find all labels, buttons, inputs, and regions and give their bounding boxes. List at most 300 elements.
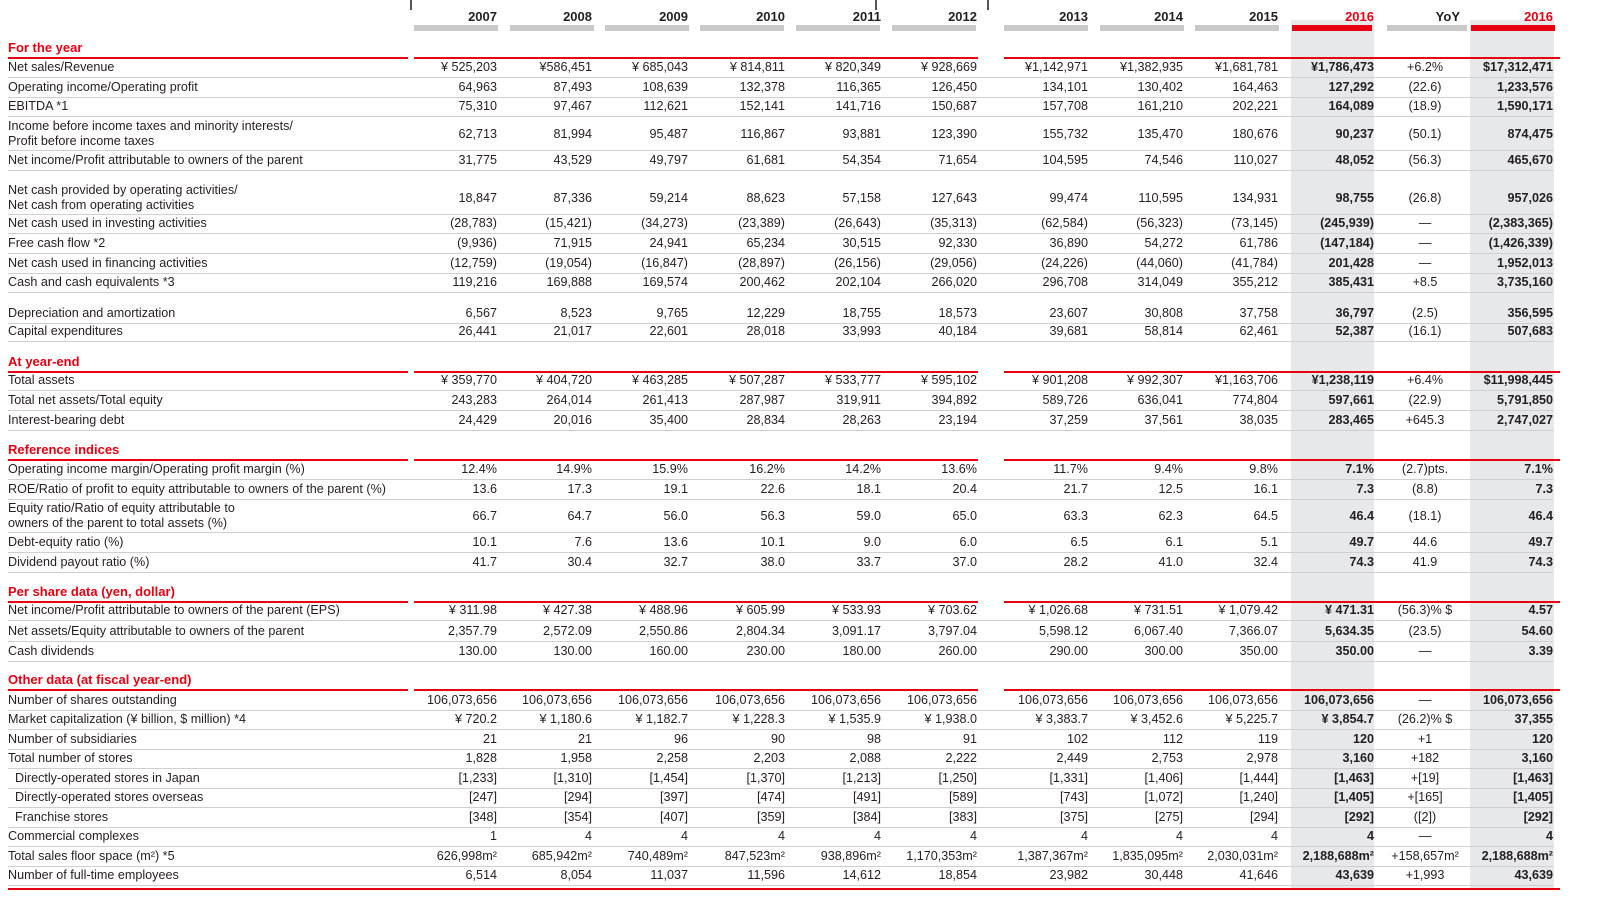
cell-2008-1: 264,014 xyxy=(546,393,592,407)
cell-2012-5: [383] xyxy=(948,810,977,824)
cell-YoY-10: +158,657m² xyxy=(1391,849,1459,863)
cell-2011-4: 938,896m² xyxy=(820,849,881,863)
cell-2010-3: 847,523m² xyxy=(724,849,785,863)
cell-2014-7: 300.00 xyxy=(1144,644,1183,658)
cell-2012-5: [1,250] xyxy=(938,771,977,785)
cell-2007-0: 626,998m² xyxy=(436,849,497,863)
cell-2010-3: 2,804.34 xyxy=(735,624,785,638)
cell-2011-4: 33.7 xyxy=(856,555,881,569)
row-separator xyxy=(8,150,1553,151)
row-separator xyxy=(8,233,1553,234)
cell-2016-9: [1,405] xyxy=(1334,790,1374,804)
row-separator xyxy=(8,846,1553,847)
row-separator xyxy=(8,768,1553,769)
row-separator xyxy=(8,77,1553,78)
cell-2015-8: 37,758 xyxy=(1239,306,1278,320)
cell-2012-5: [589] xyxy=(948,790,977,804)
cell-2007-0: 1,828 xyxy=(465,751,497,765)
cell-2016-11: 874,475 xyxy=(1507,127,1553,141)
cell-2009-2: ¥ 463,285 xyxy=(631,373,688,387)
row-label: Franchise stores xyxy=(8,810,109,824)
cell-2011-4: (26,156) xyxy=(834,256,881,270)
cell-2010-3: 61,681 xyxy=(746,153,785,167)
row-label: Cash and cash equivalents *3 xyxy=(8,275,175,289)
cell-2010-3: ¥ 814,811 xyxy=(729,60,785,74)
row-separator xyxy=(8,253,1553,254)
cell-2016-11: 106,073,656 xyxy=(1482,693,1553,707)
cell-2013-6: 589,726 xyxy=(1042,393,1088,407)
cell-2011-4: 14,612 xyxy=(842,868,881,882)
row-separator xyxy=(8,620,1553,621)
cell-2011-4: 180.00 xyxy=(842,644,881,658)
cell-YoY-10: (2.5) xyxy=(1412,306,1438,320)
year-header-bar-11 xyxy=(1471,25,1555,31)
cell-2008-1: [294] xyxy=(563,790,592,804)
cell-2010-3: 12,229 xyxy=(746,306,785,320)
section-rule xyxy=(1004,689,1560,691)
cell-2016-9: 283,465 xyxy=(1328,413,1374,427)
cell-2014-7: 62.3 xyxy=(1158,509,1183,523)
cell-2013-6: [375] xyxy=(1059,810,1088,824)
row-separator xyxy=(8,479,1553,480)
cell-2012-5: 260.00 xyxy=(938,644,977,658)
cell-2007-0: 64,963 xyxy=(458,80,497,94)
cell-2009-2: 59,214 xyxy=(649,191,688,205)
cell-2008-1: 2,572.09 xyxy=(542,624,592,638)
row-label: Net income/Profit attributable to owners of the parent xyxy=(8,153,303,167)
row-separator xyxy=(8,572,1553,573)
cell-2013-6: 37,259 xyxy=(1049,413,1088,427)
cell-2010-3: ¥ 1,228.3 xyxy=(732,712,785,726)
section-title-1: At year-end xyxy=(8,354,80,369)
cell-2016-11: [292] xyxy=(1523,810,1553,824)
cell-2007-0: 21 xyxy=(482,732,497,746)
section-title-4: Other data (at fiscal year-end) xyxy=(8,672,192,687)
cell-2010-3: 152,141 xyxy=(739,99,785,113)
row-label: Equity ratio/Ratio of equity attributable to owners of the parent to total assets (%) xyxy=(8,501,235,530)
cell-2008-1: ¥ 1,180.6 xyxy=(539,712,592,726)
cell-2009-2: [407] xyxy=(659,810,688,824)
cell-YoY-10: +182 xyxy=(1410,751,1440,765)
cell-2011-4: (26,643) xyxy=(834,216,881,230)
cell-2014-7: 58,814 xyxy=(1144,324,1183,338)
year-header-bar-5 xyxy=(892,25,976,31)
cell-2016-9: 74.3 xyxy=(1349,555,1374,569)
cell-2012-5: (29,056) xyxy=(930,256,977,270)
top-tick-mark xyxy=(987,0,989,10)
cell-2010-3: 28,018 xyxy=(746,324,785,338)
row-label: Net sales/Revenue xyxy=(8,60,115,74)
cell-2016-9: [1,463] xyxy=(1334,771,1374,785)
cell-2015-8: 134,931 xyxy=(1232,191,1278,205)
cell-YoY-10: (26.2)% $ xyxy=(1397,712,1453,726)
row-label: Total number of stores xyxy=(8,751,133,765)
cell-2008-1: 8,523 xyxy=(560,306,592,320)
cell-2010-3: 38.0 xyxy=(760,555,785,569)
section-title-2: Reference indices xyxy=(8,442,120,457)
row-label: Number of full-time employees xyxy=(8,868,179,882)
cell-2015-8: ¥ 1,079.42 xyxy=(1218,603,1278,617)
cell-2013-6: 21.7 xyxy=(1063,482,1088,496)
cell-2011-4: 93,881 xyxy=(842,127,881,141)
cell-YoY-10: (23.5) xyxy=(1408,624,1442,638)
cell-2012-5: 2,222 xyxy=(945,751,977,765)
row-separator xyxy=(8,641,1553,642)
cell-2016-9: 127,292 xyxy=(1328,80,1374,94)
cell-2008-1: ¥ 404,720 xyxy=(535,373,592,387)
cell-2009-2: 49,797 xyxy=(649,153,688,167)
cell-2009-2: 108,639 xyxy=(642,80,688,94)
row-label: Operating income margin/Operating profit margin (%) xyxy=(8,462,305,476)
cell-2011-4: ¥ 533,777 xyxy=(824,373,881,387)
cell-2016-11: 1,233,576 xyxy=(1496,80,1553,94)
cell-YoY-10: +1 xyxy=(1417,732,1433,746)
cell-2009-2: ¥ 488.96 xyxy=(638,603,688,617)
cell-2010-3: 287,987 xyxy=(739,393,785,407)
year-header-1: 2008 xyxy=(563,9,592,24)
cell-2012-5: 266,020 xyxy=(931,275,977,289)
row-separator xyxy=(8,292,1553,293)
cell-2008-1: [1,310] xyxy=(553,771,592,785)
cell-2016-9: (245,939) xyxy=(1320,216,1374,230)
cell-2016-11: 3,735,160 xyxy=(1496,275,1553,289)
row-separator xyxy=(8,430,1553,431)
cell-2016-9: ¥1,238,119 xyxy=(1311,373,1374,387)
cell-2010-3: 22.6 xyxy=(760,482,785,496)
cell-2007-0: 119,216 xyxy=(452,275,497,289)
section-rule xyxy=(1004,57,1560,59)
cell-2011-4: 18,755 xyxy=(842,306,881,320)
year-header-bar-0 xyxy=(414,25,498,31)
cell-2016-9: 3,160 xyxy=(1342,751,1374,765)
cell-2016-9: ¥1,786,473 xyxy=(1310,60,1374,74)
cell-2008-1: 71,915 xyxy=(553,236,592,250)
cell-2008-1: 64.7 xyxy=(567,509,592,523)
cell-2010-3: 230.00 xyxy=(746,644,785,658)
row-label: ROE/Ratio of profit to equity attributable to owners of the parent (%) xyxy=(8,482,387,496)
row-label: Total assets xyxy=(8,373,75,387)
cell-2015-8: 180,676 xyxy=(1232,127,1278,141)
cell-2007-0: (28,783) xyxy=(450,216,497,230)
cell-2007-0: ¥ 525,203 xyxy=(440,60,497,74)
row-separator xyxy=(8,97,1553,98)
year-header-0: 2007 xyxy=(468,9,497,24)
cell-2009-2: ¥ 685,043 xyxy=(631,60,688,74)
cell-2008-1: 97,467 xyxy=(553,99,592,113)
section-rule xyxy=(1004,459,1560,461)
section-rule xyxy=(414,459,978,461)
cell-2016-11: 1,590,171 xyxy=(1496,99,1553,113)
cell-2016-9: 597,661 xyxy=(1328,393,1374,407)
cell-2013-6: 290.00 xyxy=(1049,644,1088,658)
cell-2013-6: 11.7% xyxy=(1053,462,1088,476)
cell-2016-11: $17,312,471 xyxy=(1482,60,1553,74)
cell-2013-6: 2,449 xyxy=(1056,751,1088,765)
cell-2016-9: 7.3 xyxy=(1356,482,1374,496)
cell-2012-5: 65.0 xyxy=(952,509,977,523)
cell-2016-9: 90,237 xyxy=(1335,127,1374,141)
cell-2008-1: 685,942m² xyxy=(531,849,592,863)
year-header-8: 2015 xyxy=(1249,9,1278,24)
cell-2013-6: ¥ 3,383.7 xyxy=(1035,712,1088,726)
cell-2015-8: 62,461 xyxy=(1239,324,1278,338)
cell-2016-9: 201,428 xyxy=(1328,256,1374,270)
cell-2013-6: (62,584) xyxy=(1041,216,1088,230)
cell-2012-5: ¥ 595,102 xyxy=(920,373,977,387)
cell-2016-9: 52,387 xyxy=(1335,324,1374,338)
cell-2016-9: ¥ 3,854.7 xyxy=(1321,712,1374,726)
cell-2014-7: 30,448 xyxy=(1144,868,1183,882)
cell-2007-0: 41.7 xyxy=(472,555,497,569)
cell-2009-2: 35,400 xyxy=(649,413,688,427)
cell-2010-3: 116,867 xyxy=(740,127,785,141)
cell-2013-6: 106,073,656 xyxy=(1017,693,1088,707)
cell-2009-2: 15.9% xyxy=(652,462,688,476)
cell-2016-9: 106,073,656 xyxy=(1303,693,1374,707)
cell-2007-0: 1 xyxy=(489,829,497,843)
cell-2012-5: 127,643 xyxy=(931,191,977,205)
cell-2011-4: 33,993 xyxy=(842,324,881,338)
cell-2007-0: 13.6 xyxy=(472,482,497,496)
cell-2014-7: (56,323) xyxy=(1136,216,1183,230)
cell-2009-2: 9,765 xyxy=(656,306,688,320)
cell-2016-9: 4 xyxy=(1366,829,1374,843)
section-title-0: For the year xyxy=(8,40,83,55)
cell-YoY-10: +6.4% xyxy=(1406,373,1444,387)
cell-2008-1: 20,016 xyxy=(553,413,592,427)
cell-2014-7: 110,595 xyxy=(1138,191,1183,205)
cell-2011-4: [491] xyxy=(852,790,881,804)
cell-2008-1: 87,336 xyxy=(553,191,592,205)
cell-2016-11: 3,160 xyxy=(1521,751,1553,765)
cell-2014-7: ¥ 992,307 xyxy=(1126,373,1183,387)
cell-2007-0: ¥ 359,770 xyxy=(440,373,497,387)
cell-2015-8: ¥1,681,781 xyxy=(1214,60,1278,74)
row-label: Depreciation and amortization xyxy=(8,306,176,320)
cell-2010-3: 65,234 xyxy=(746,236,785,250)
cell-2013-6: 36,890 xyxy=(1049,236,1088,250)
cell-2016-11: 507,683 xyxy=(1507,324,1553,338)
cell-2016-11: 43,639 xyxy=(1514,868,1553,882)
cell-2007-0: ¥ 311.98 xyxy=(448,603,497,617)
year-header-bar-3 xyxy=(700,25,784,31)
cell-YoY-10: (50.1) xyxy=(1408,127,1442,141)
cell-2009-2: 32.7 xyxy=(663,555,688,569)
cell-2014-7: 37,561 xyxy=(1144,413,1183,427)
year-header-7: 2014 xyxy=(1154,9,1183,24)
cell-2008-1: 130.00 xyxy=(553,644,592,658)
cell-2007-0: 243,283 xyxy=(451,393,497,407)
cell-YoY-10: — xyxy=(1418,256,1432,270)
cell-2009-2: (16,847) xyxy=(641,256,688,270)
cell-2013-6: 63.3 xyxy=(1063,509,1088,523)
cell-2007-0: (12,759) xyxy=(450,256,497,270)
cell-2013-6: 28.2 xyxy=(1063,555,1088,569)
cell-2008-1: 87,493 xyxy=(553,80,592,94)
cell-2011-4: 319,911 xyxy=(836,393,881,407)
cell-2014-7: 74,546 xyxy=(1144,153,1183,167)
cell-YoY-10: (18.1) xyxy=(1408,509,1442,523)
cell-2012-5: 1,170,353m² xyxy=(906,849,977,863)
cell-2012-5: ¥ 928,669 xyxy=(920,60,977,74)
cell-2016-9: [292] xyxy=(1344,810,1374,824)
cell-2011-4: [1,213] xyxy=(842,771,881,785)
cell-2013-6: ¥ 1,026.68 xyxy=(1028,603,1088,617)
cell-2015-8: (41,784) xyxy=(1231,256,1278,270)
row-label: Directly-operated stores in Japan xyxy=(8,771,200,785)
cell-2011-4: ¥ 1,535.9 xyxy=(828,712,881,726)
cell-YoY-10: ([2]) xyxy=(1413,810,1437,824)
cell-2009-2: [397] xyxy=(659,790,688,804)
cell-2011-4: ¥ 533.93 xyxy=(831,603,881,617)
year-header-bar-8 xyxy=(1195,25,1279,31)
cell-2016-11: 356,595 xyxy=(1507,306,1553,320)
cell-2013-6: 39,681 xyxy=(1049,324,1088,338)
row-separator xyxy=(8,499,1553,500)
cell-2008-1: 14.9% xyxy=(556,462,592,476)
cell-2010-3: [1,370] xyxy=(746,771,785,785)
cell-2014-7: 636,041 xyxy=(1137,393,1183,407)
cell-2008-1: 106,073,656 xyxy=(521,693,592,707)
cell-2014-7: 41.0 xyxy=(1158,555,1183,569)
cell-2008-1: (19,054) xyxy=(545,256,592,270)
cell-2016-11: 465,670 xyxy=(1507,153,1553,167)
cell-2007-0: ¥ 720.2 xyxy=(454,712,497,726)
row-label: Interest-bearing debt xyxy=(8,413,125,427)
row-separator xyxy=(8,749,1553,750)
cell-2007-0: (9,936) xyxy=(457,236,497,250)
row-label: EBITDA *1 xyxy=(8,99,69,113)
year-header-bar-7 xyxy=(1100,25,1184,31)
cell-2015-8: 2,978 xyxy=(1246,751,1278,765)
cell-2009-2: ¥ 1,182.7 xyxy=(635,712,688,726)
cell-YoY-10: +[165] xyxy=(1407,790,1443,804)
cell-YoY-10: +8.5 xyxy=(1412,275,1438,289)
cell-2014-7: ¥1,382,935 xyxy=(1119,60,1183,74)
cell-2014-7: 161,210 xyxy=(1137,99,1183,113)
row-separator xyxy=(8,729,1553,730)
cell-2009-2: 740,489m² xyxy=(627,849,688,863)
cell-2012-5: 91 xyxy=(962,732,977,746)
cell-2007-0: [1,233] xyxy=(458,771,497,785)
row-separator xyxy=(8,661,1553,662)
cell-2015-8: 110,027 xyxy=(1233,153,1278,167)
cell-YoY-10: (8.8) xyxy=(1412,482,1438,496)
cell-2016-9: 36,797 xyxy=(1335,306,1374,320)
cell-2014-7: (44,060) xyxy=(1136,256,1183,270)
cell-2009-2: 24,941 xyxy=(649,236,688,250)
cell-2014-7: 135,470 xyxy=(1137,127,1183,141)
row-separator xyxy=(8,170,1553,171)
cell-2013-6: 99,474 xyxy=(1049,191,1088,205)
row-separator xyxy=(8,827,1553,828)
cell-YoY-10: (18.9) xyxy=(1408,99,1442,113)
cell-2015-8: [294] xyxy=(1249,810,1278,824)
cell-2014-7: 1,835,095m² xyxy=(1112,849,1183,863)
cell-2016-9: 2,188,688m² xyxy=(1302,849,1374,863)
cell-2011-4: ¥ 820,349 xyxy=(824,60,881,74)
cell-2007-0: 18,847 xyxy=(458,191,497,205)
cell-2015-8: 164,463 xyxy=(1232,80,1278,94)
row-label: Cash dividends xyxy=(8,644,95,658)
cell-2015-8: 16.1 xyxy=(1253,482,1278,496)
cell-YoY-10: — xyxy=(1418,829,1432,843)
cell-2016-9: 350.00 xyxy=(1335,644,1374,658)
cell-2014-7: 54,272 xyxy=(1144,236,1183,250)
section-rule xyxy=(8,57,408,59)
cell-2015-8: 350.00 xyxy=(1239,644,1278,658)
cell-YoY-10: (56.3) xyxy=(1408,153,1442,167)
cell-2012-5: 71,654 xyxy=(938,153,977,167)
row-separator xyxy=(8,532,1553,533)
cell-2008-1: ¥ 427.38 xyxy=(542,603,592,617)
cell-2016-11: 74.3 xyxy=(1528,555,1553,569)
row-label: Market capitalization (¥ billion, $ million) *4 xyxy=(8,712,246,726)
cell-YoY-10: — xyxy=(1418,216,1432,230)
cell-YoY-10: +[19] xyxy=(1410,771,1440,785)
cell-2010-3: 16.2% xyxy=(749,462,785,476)
cell-2011-4: 98 xyxy=(866,732,881,746)
cell-2010-3: 90 xyxy=(770,732,785,746)
row-label: Income before income taxes and minority interests/ Profit before income taxes xyxy=(8,119,293,148)
cell-2016-11: 46.4 xyxy=(1528,509,1553,523)
cell-2012-5: 13.6% xyxy=(941,462,977,476)
cell-2011-4: 14.2% xyxy=(845,462,881,476)
cell-YoY-10: 41.9 xyxy=(1412,555,1438,569)
cell-2008-1: 21,017 xyxy=(553,324,592,338)
cell-YoY-10: (26.8) xyxy=(1408,191,1442,205)
cell-2016-9: 98,755 xyxy=(1335,191,1374,205)
cell-2016-9: 48,052 xyxy=(1335,153,1374,167)
cell-2016-9: 46.4 xyxy=(1349,509,1374,523)
cell-2014-7: 12.5 xyxy=(1158,482,1183,496)
section-rule xyxy=(414,57,978,59)
year-header-bar-2 xyxy=(605,25,689,31)
cell-2014-7: ¥ 731.51 xyxy=(1133,603,1183,617)
cell-2013-6: [743] xyxy=(1059,790,1088,804)
cell-2011-4: 59.0 xyxy=(856,509,881,523)
cell-2007-0: 24,429 xyxy=(458,413,497,427)
row-label: Net cash used in investing activities xyxy=(8,216,207,230)
cell-2012-5: (35,313) xyxy=(930,216,977,230)
cell-2012-5: 18,573 xyxy=(938,306,977,320)
cell-2014-7: 2,753 xyxy=(1151,751,1183,765)
row-label: Total net assets/Total equity xyxy=(8,393,163,407)
year-header-5: 2012 xyxy=(948,9,977,24)
year-header-9: 2016 xyxy=(1345,9,1374,24)
cell-2011-4: 202,104 xyxy=(835,275,881,289)
cell-2010-3: 56.3 xyxy=(760,509,785,523)
cell-2015-8: 355,212 xyxy=(1232,275,1278,289)
cell-2015-8: 38,035 xyxy=(1239,413,1278,427)
year-header-bar-9 xyxy=(1292,25,1372,31)
cell-2016-9: 120 xyxy=(1352,732,1374,746)
cell-2007-0: 2,357.79 xyxy=(447,624,497,638)
cell-2011-4: 18.1 xyxy=(856,482,881,496)
cell-2009-2: 11,037 xyxy=(650,868,688,882)
cell-2011-4: 54,354 xyxy=(842,153,881,167)
cell-2009-2: 2,550.86 xyxy=(638,624,688,638)
cell-2014-7: 130,402 xyxy=(1137,80,1183,94)
cell-2014-7: 9.4% xyxy=(1154,462,1183,476)
year-header-2: 2009 xyxy=(659,9,688,24)
cell-2012-5: 18,854 xyxy=(938,868,977,882)
cell-2010-3: [474] xyxy=(756,790,785,804)
cell-2010-3: [359] xyxy=(756,810,785,824)
cell-2007-0: 31,775 xyxy=(458,153,497,167)
cell-2013-6: ¥1,142,971 xyxy=(1024,60,1088,74)
row-separator xyxy=(8,885,1553,886)
